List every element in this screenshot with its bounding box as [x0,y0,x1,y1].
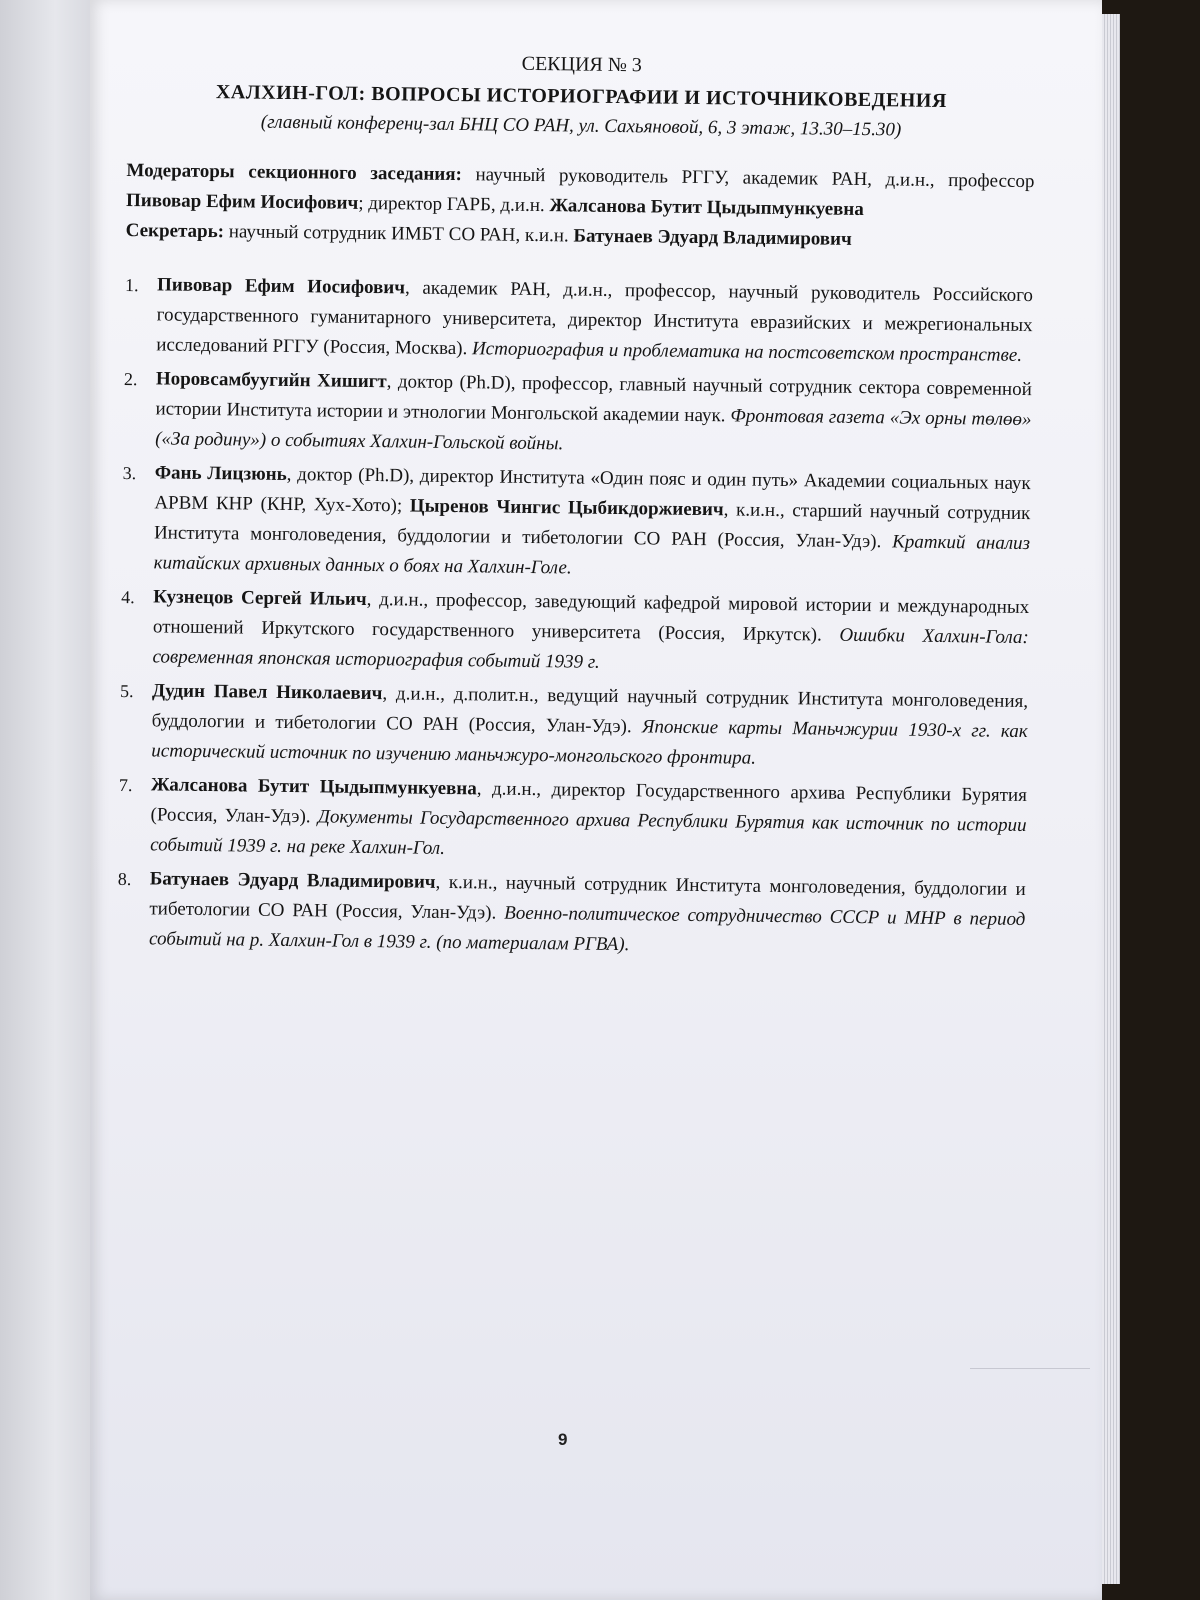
speaker-affiliation: , академик РАН, д.и.н., профессор, научный руководитель Российского государственного гуманитарного университета, директор Института евразийских и межрегиональных исследований РГГУ (Россия, Москва). [156,277,1034,360]
facing-page-edge [0,0,92,1600]
talk-title: Историография и проблематика на постсоветском пространстве. [471,338,1023,366]
talk-text [149,864,1026,965]
speaker-affiliation: , к.и.н., научный сотрудник Института монголоведения, буддологии и тибетологии СО РАН (Россия, Улан-Удэ). [149,871,1026,924]
speaker-affiliation: , доктор (Ph.D), директор Института «Один пояс и один путь» Академии социальных наук АРВМ КНР (КНР, Хух-Хото); [154,463,1031,517]
document-page [90,0,1102,1600]
secretary-text: научный сотрудник ИМБТ СО РАН, к.и.н. [223,221,574,247]
speaker-affiliation: , д.и.н., д.полит.н., ведущий научный сотрудник Института монголоведения, буддологии и тибетологии СО РАН (Россия, Улан-Удэ). [151,683,1029,738]
venue-info: (главный конференц-зал БНЦ СО РАН, ул. Сахьяновой, 6, 3 этаж, 13.30–15.30) [260,111,902,141]
talk-item [119,676,1028,777]
speaker-affiliation: , д.и.н., профессор, заведующий кафедрой мировой истории и международных отношений Иркутского государственного университета (Россия, Иркутск). [152,588,1030,646]
talk-text [156,270,1033,371]
talk-text [151,676,1028,777]
speaker-name: Кузнецов Сергей Ильич [153,586,367,610]
speaker-name: Жалсанова Бутит Цыдыпмункуевна [150,774,477,800]
talk-text [155,364,1032,465]
page-number: 9 [558,1430,568,1449]
talk-number: 1. [124,274,139,296]
section-number: СЕКЦИЯ № 3 [521,52,643,77]
talk-number: 8. [117,868,132,890]
talks-list [117,270,1033,965]
secretary-name: Батунаев Эдуард Владимирович [573,225,852,250]
moderators-label: Модераторы секционного заседания: [126,159,463,186]
talk-title: Ошибки Халхин-Гола: современная японская историография событий 1939 г. [152,624,1029,673]
speaker-name: Пивовар Ефим Иосифович [156,274,406,299]
talk-number: 2. [123,368,138,390]
talk-title: Краткий анализ китайских архивных данных о боях на Халхин-Голе. [153,531,1031,579]
talk-item [117,864,1026,965]
moderators-text-1: научный руководитель РГГУ, академик РАН, д.и.н., профессор [461,164,1035,193]
section-title: ХАЛХИН-ГОЛ: ВОПРОСЫ ИСТОРИОГРАФИИ И ИСТОЧНИКОВЕДЕНИЯ [215,81,947,113]
talk-title: Японские карты Маньчжурии 1930-х гг. как исторический источник по изучению маньчжуро-монгольского фронтира. [151,716,1028,769]
moderators-line [126,156,1035,227]
co-speaker-affiliation: , к.и.н., старший научный сотрудник Института монголоведения, буддологии и тибетологии СО РАН (Россия, Улан-Удэ). [153,499,1031,553]
talk-text [150,770,1027,871]
talk-title: Фронтовая газета «Эх орны төлөө» («За родину») о событиях Халхин-Гольской войны. [155,405,1032,455]
speaker-name: Фань Лицзюнь [154,462,287,485]
talk-item [118,770,1027,871]
talk-item [120,582,1029,683]
page-body [117,44,1036,969]
moderators-text-2: ; директор ГАРБ, д.и.н. [358,192,550,217]
talk-item [121,458,1030,589]
speaker-name: Батунаев Эдуард Владимирович [149,868,436,893]
speaker-affiliation: , д.и.н., директор Государственного архива Республики Бурятия (Россия, Улан-Удэ). [150,778,1028,828]
speaker-name: Дудин Павел Николаевич [151,680,383,705]
talk-text [153,458,1030,589]
talk-number: 3. [122,462,137,484]
talk-item [123,364,1032,465]
speaker-affiliation: , доктор (Ph.D), профессор, главный научный сотрудник сектора современной истории Института истории и этнологии Монгольской академии наук. [155,371,1032,427]
footnote-rule [970,1368,1090,1369]
talk-item [124,270,1033,371]
talk-title: Документы Государственного архива Республики Бурятия как источник по истории событий 1939 г. на реке Халхин-Гол. [150,806,1027,859]
secretary-label: Секретарь: [125,219,225,243]
talk-number: 5. [119,680,134,702]
talk-number: 7. [118,774,133,796]
talk-number: 4. [121,586,135,608]
talk-text [152,582,1029,683]
talk-title: Военно-политическое сотрудничество СССР и МНР в период событий на р. Халхин-Гол в 1939 г. (по материалам РГВА). [148,902,1026,956]
co-speaker-name: Цыренов Чингис Цыбикдоржиевич [409,495,724,521]
moderator-name-2: Жалсанова Бутит Цыдыпмункуевна [549,195,864,221]
moderator-name-1: Пивовар Ефим Иосифович [125,189,359,214]
speaker-name: Норовсамбуугийн Хишигт [155,368,387,393]
